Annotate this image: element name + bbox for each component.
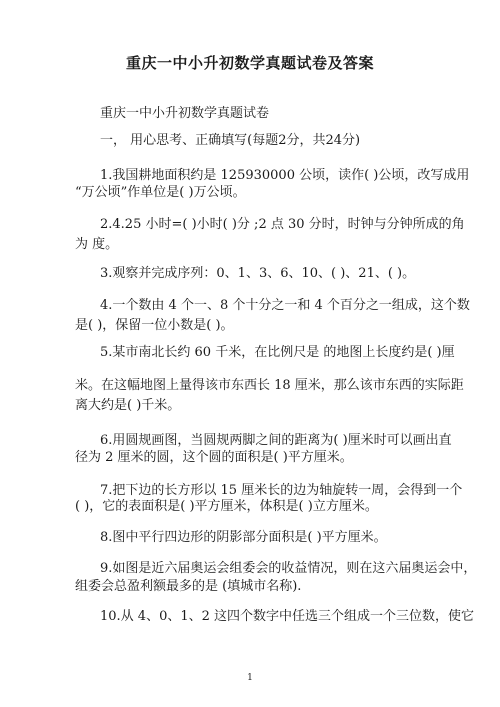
document-title: 重庆一中小升初数学真题试卷及答案 — [125, 54, 374, 72]
question-line: 是( )，保留一位小数是( )。 — [75, 318, 234, 333]
question-line: 7.把下边的长方形以 15 厘米长的边为轴旋转一周，会得到一个 — [100, 483, 463, 498]
question-line: ( )，它的表面积是( )平方厘米，体积是( )立方厘米。 — [75, 499, 378, 514]
exam-subtitle: 重庆一中小升初数学真题试卷 — [100, 106, 270, 121]
question-line: 为 度。 — [75, 237, 119, 252]
question-line: 5.某市南北长约 60 千米，在比例尺是 的地图上长度约是( )厘 — [100, 345, 455, 360]
question-line: 4.一个数由 4 个一、8 个十分之一和 4 个百分之一组成，这个数 — [100, 298, 470, 313]
question-line: 径为 2 厘米的圆，这个圆的面积是( )平方厘米。 — [75, 450, 353, 465]
question-line: 9.如图是近六届奥运会组委会的收益情况，则在这六届奥运会中， — [100, 561, 477, 576]
question-line: 3.观察并完成序列：0、1、3、6、10、( )、21、( )。 — [100, 266, 416, 281]
question-line: 组委会总盈利额最多的是 (填城市名称). — [75, 579, 302, 594]
question-line: 米。在这幅地图上量得该市东西长 18 厘米，那么该市东西的实际距 — [75, 378, 464, 393]
question-line: 8.图中平行四边形的阴影部分面积是( )平方厘米。 — [100, 530, 387, 545]
section-heading: 一， 用心思考、正确填写(每题2分，共24分) — [100, 133, 361, 148]
question-line: “万公顷”作单位是( )万公顷。 — [75, 185, 246, 200]
question-line: 6.用圆规画图，当圆规两脚之间的距离为( )厘米时可以画出直 — [100, 433, 452, 448]
question-line: 10.从 4、0、1、2 这四个数字中任选三个组成一个三位数，使它 — [100, 609, 475, 624]
question-line: 离大约是( )千米。 — [75, 398, 181, 413]
question-line: 1.我国耕地面积约是 125930000 公顷，读作( )公顷，改写成用 — [100, 168, 470, 183]
question-line: 2.4.25 小时=( )小时( )分 ;2 点 30 分时，时钟与分钟所成的角 — [100, 217, 465, 232]
page-number: 1 — [247, 673, 253, 683]
